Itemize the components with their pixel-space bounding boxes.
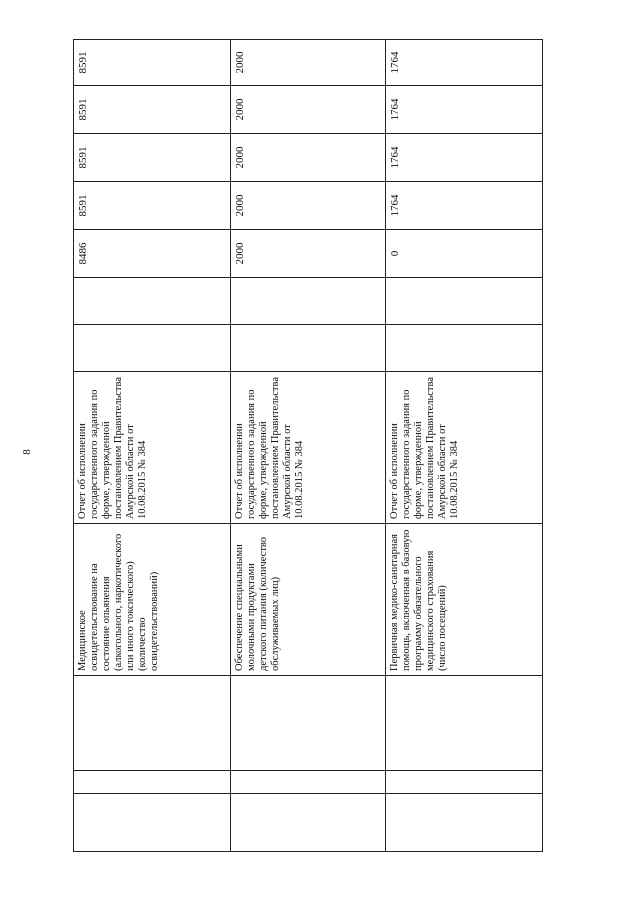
empty-cell [386,278,543,325]
value-cell: 8591 [74,134,231,182]
value-cell: 2000 [231,182,386,230]
value-cell: 8591 [74,182,231,230]
empty-cell [74,278,231,325]
value-cell: 8486 [74,230,231,278]
source-cell: Отчет об исполнении государственного задания по форме, утвержденной постановлением Правительства Амурской области от 10.08.2015 № 384 [386,372,543,524]
empty-cell [74,325,231,372]
value-cell: 2000 [231,230,386,278]
value-cell: 0 [386,230,543,278]
empty-cell [231,676,386,771]
value-cell: 8591 [74,40,231,86]
empty-cell [74,676,231,771]
source-cell: Отчет об исполнении государственного задания по форме, утвержденной постановлением Правительства Амурской области от 10.08.2015 № 384 [74,372,231,524]
rotated-table-wrapper [73,40,533,852]
table-row [231,40,386,852]
value-cell: 2000 [231,86,386,134]
empty-cell [386,325,543,372]
empty-cell [74,794,231,852]
empty-cell [231,794,386,852]
value-cell: 1764 [386,134,543,182]
value-cell: 1764 [386,40,543,86]
value-cell: 2000 [231,134,386,182]
value-cell: 1764 [386,182,543,230]
value-cell: 2000 [231,40,386,86]
service-cell: Обеспечение специальными молочными продуктами детского питания (количество обслуживаемых лиц) [231,524,386,676]
empty-cell [386,794,543,852]
service-cell: Первичная медико-санитарная помощь, включенная в базовую программу обязательного медицинского страхования (число посещений) [386,524,543,676]
table-sheet [73,40,533,852]
empty-cell [231,325,386,372]
table-row [386,40,543,852]
source-cell: Отчет об исполнении государственного задания по форме, утвержденной постановлением Правительства Амурской области от 10.08.2015 № 384 [231,372,386,524]
empty-cell [231,278,386,325]
empty-cell [74,771,231,794]
empty-cell [231,771,386,794]
value-cell: 1764 [386,86,543,134]
empty-cell [386,676,543,771]
service-cell: Медицинское освидетельствование на состояние опьянения (алкогольного, наркотического или иного токсического) (количество освидетельствований) [74,524,231,676]
table-row [74,40,231,852]
value-cell: 8591 [74,86,231,134]
page-number: 8 [21,449,33,455]
indicators-table [73,39,543,852]
empty-cell [386,771,543,794]
